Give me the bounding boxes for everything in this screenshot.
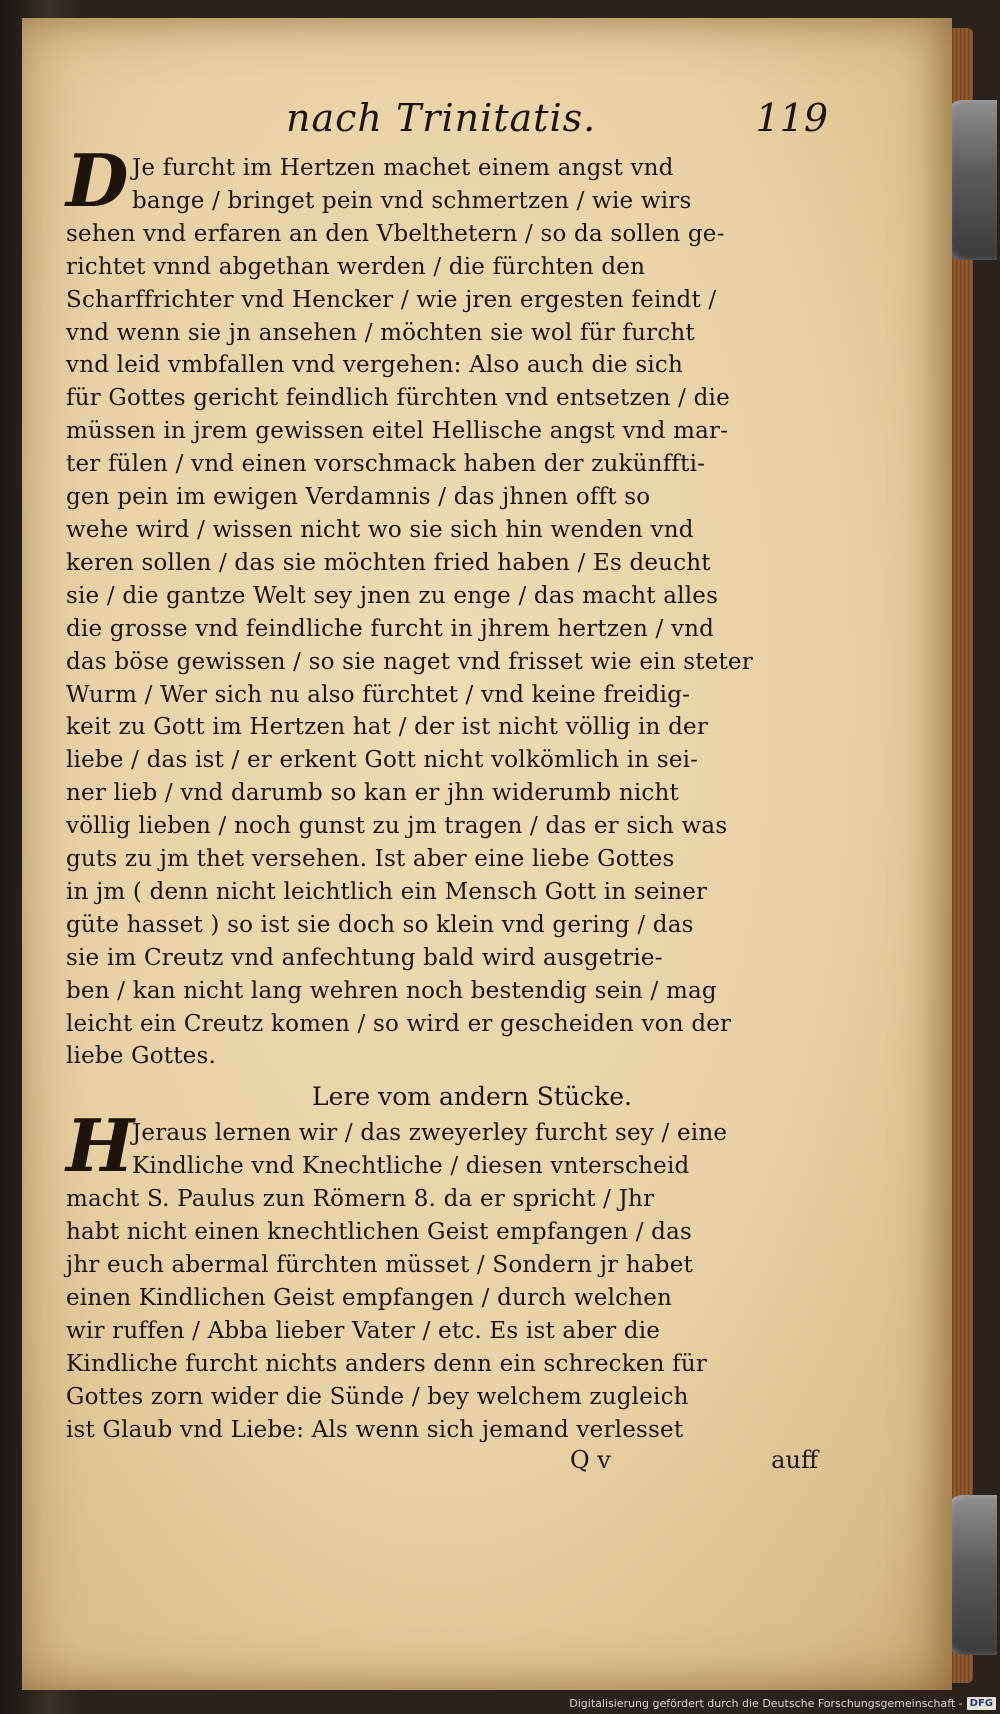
dfg-logo-icon: DFG bbox=[967, 1697, 996, 1710]
text-line: macht S. Paulus zun Römern 8. da er spricht / Jhr bbox=[66, 1186, 655, 1213]
text-line: liebe / das ist / er erkent Gott nicht volkömlich in sei- bbox=[66, 747, 699, 774]
text-line: jhr euch abermal fürchten müsset / Sondern jr habet bbox=[66, 1252, 693, 1278]
text-line: Gottes zorn wider die Sünde / bey welchem zugleich bbox=[66, 1383, 689, 1410]
credit-text: Digitalisierung gefördert durch die Deutsche Forschungsgemeinschaft - bbox=[569, 1697, 963, 1710]
clasp-bottom bbox=[945, 1495, 997, 1655]
text-line: wehe wird / wissen nicht wo sie sich hin wenden vnd bbox=[66, 516, 694, 543]
text-line: sie / die gantze Welt sey jnen zu enge / das macht alles bbox=[66, 582, 719, 609]
text-line: habt nicht einen knechtlichen Geist empfangen / das bbox=[66, 1219, 693, 1246]
page-footer bbox=[66, 1446, 818, 1482]
text-line: ter fülen / vnd einen vorschmack haben der zukünffti- bbox=[66, 451, 706, 478]
section-heading: Lere vom andern Stücke. bbox=[312, 1082, 632, 1112]
paragraph-1 bbox=[66, 138, 818, 1073]
text-line: Jeraus lernen wir / das zweyerley furcht sey / eine bbox=[132, 1120, 728, 1147]
text-line: einen Kindlichen Geist empfangen / durch welchen bbox=[66, 1284, 673, 1311]
drop-capital: D bbox=[66, 138, 129, 223]
signature-mark: Q v bbox=[570, 1446, 611, 1475]
text-line: keren sollen / das sie möchten fried haben / Es deucht bbox=[66, 549, 711, 576]
book-page bbox=[22, 18, 952, 1690]
digitization-credit bbox=[569, 1697, 996, 1710]
text-line: Kindliche furcht nichts anders denn ein schrecken für bbox=[66, 1350, 708, 1377]
text-line: das böse gewissen / so sie naget vnd frisset wie ein steter bbox=[66, 648, 753, 675]
paragraph-2 bbox=[66, 1103, 818, 1446]
text-line: liebe Gottes. bbox=[66, 1043, 216, 1070]
text-line: Wurm / Wer sich nu also fürchtet / vnd keine freidig- bbox=[66, 681, 691, 708]
text-line: ist Glaub vnd Liebe: Als wenn sich jemand verlesset bbox=[66, 1416, 684, 1443]
text-line: ben / kan nicht lang wehren noch bestendig sein / mag bbox=[66, 977, 717, 1004]
text-line: keit zu Gott im Hertzen hat / der ist nicht völlig in der bbox=[66, 714, 709, 741]
page-content bbox=[66, 96, 828, 1482]
text-line: sehen vnd erfaren an den Vbelthetern / so da sollen ge- bbox=[66, 220, 725, 247]
clasp-top bbox=[945, 100, 997, 260]
text-line: vnd wenn sie jn ansehen / möchten sie wol für furcht bbox=[66, 319, 695, 346]
text-line: Scharffrichter vnd Hencker / wie jren ergesten feindt / bbox=[66, 286, 717, 313]
text-line: müssen in jrem gewissen eitel Hellische angst vnd mar- bbox=[66, 418, 729, 445]
text-line: güte hasset ) so ist sie doch so klein vnd gering / das bbox=[66, 911, 694, 938]
drop-capital: H bbox=[66, 1103, 135, 1189]
text-line: vnd leid vmbfallen vnd vergehen: Also auch die sich bbox=[66, 352, 683, 379]
text-line: für Gottes gericht feindlich fürchten vnd entsetzen / die bbox=[66, 385, 730, 412]
text-line: wir ruffen / Abba lieber Vater / etc. Es ist aber die bbox=[66, 1317, 661, 1344]
text-line: bange / bringet pein vnd schmertzen / wie wirs bbox=[132, 187, 692, 214]
text-line: leicht ein Creutz komen / so wird er gescheiden von der bbox=[66, 1010, 732, 1037]
text-line: richtet vnnd abgethan werden / die fürchten den bbox=[66, 253, 646, 280]
text-line: guts zu jm thet versehen. Ist aber eine liebe Gottes bbox=[66, 846, 675, 873]
text-line: völlig lieben / noch gunst zu jm tragen / das er sich was bbox=[66, 813, 728, 840]
page-number: 119 bbox=[755, 96, 828, 140]
text-line: Je furcht im Hertzen machet einem angst vnd bbox=[132, 155, 674, 181]
text-line: in jm ( denn nicht leichtlich ein Mensch Gott in seiner bbox=[66, 878, 708, 905]
text-line: Kindliche vnd Knechtliche / diesen vnterscheid bbox=[132, 1153, 690, 1180]
text-line: sie im Creutz vnd anfechtung bald wird ausgetrie- bbox=[66, 944, 663, 971]
running-head: nach Trinitatis. bbox=[286, 96, 597, 140]
text-line: die grosse vnd feindliche furcht in jhrem hertzen / vnd bbox=[66, 615, 715, 642]
text-line: gen pein im ewigen Verdamnis / das jhnen offt so bbox=[66, 484, 651, 511]
page-header bbox=[66, 96, 828, 152]
text-line: ner lieb / vnd darumb so kan er jhn widerumb nicht bbox=[66, 780, 679, 807]
catchword: auff bbox=[771, 1446, 818, 1475]
